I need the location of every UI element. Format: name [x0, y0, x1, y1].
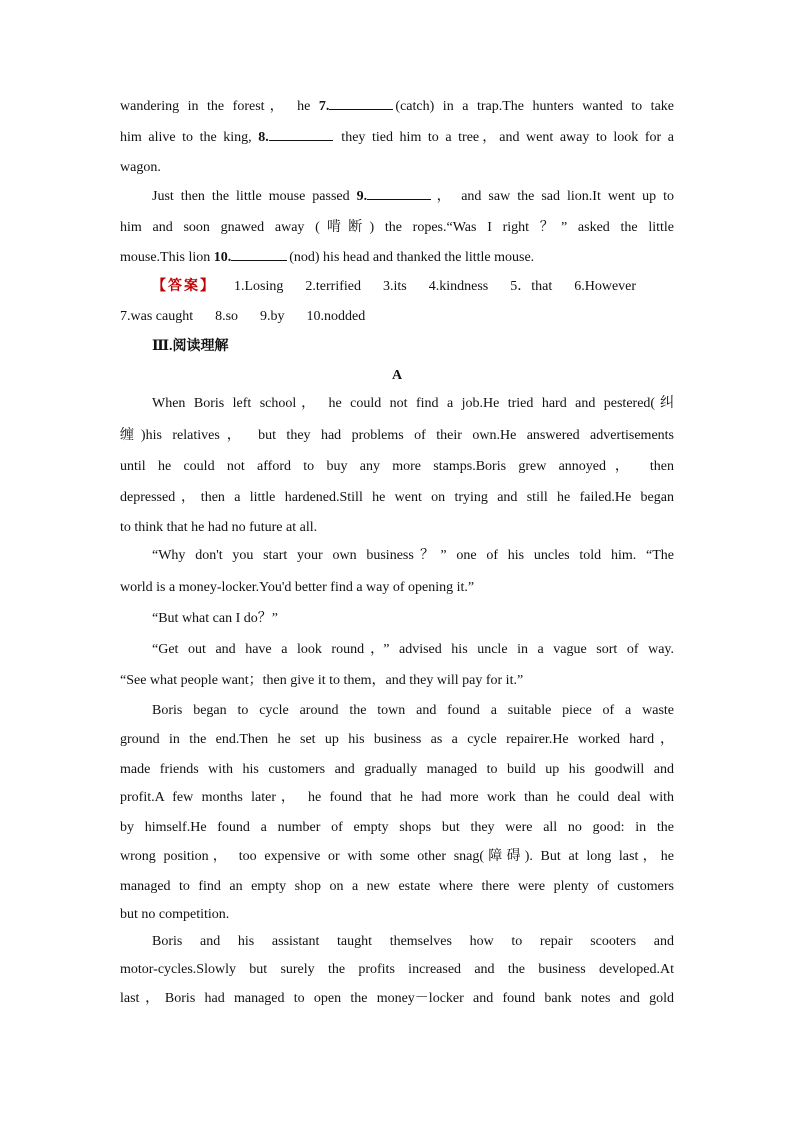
text: ， and saw the sad lion.It went up to	[433, 189, 675, 204]
passage-line: Boris and his assistant taught themselves how to repair scooters and	[152, 934, 674, 949]
answer-item: 7.was caught	[120, 309, 194, 324]
text: (catch) in a trap.The hunters wanted to take	[395, 99, 674, 114]
answer-tag: 【答案】	[152, 279, 216, 294]
answer-item: 5．that	[510, 279, 553, 294]
answer-blank	[367, 187, 431, 200]
section-title: Ⅲ.阅读理解	[152, 339, 229, 354]
cloze-line: wagon.	[120, 160, 161, 175]
question-number: 7.	[318, 99, 330, 114]
answer-item: 3.its	[382, 279, 407, 294]
question-number: 10.	[213, 250, 232, 265]
text: (nod) his head and thanked the little mouse.	[289, 250, 535, 265]
answer-item: 2.terrified	[305, 279, 361, 294]
question-number: 9.	[356, 189, 368, 204]
passage-line: “Get out and have a look round，” advised his uncle in a vague sort of way.	[152, 642, 674, 657]
question-number: 8.	[258, 130, 269, 145]
text: mouse.This lion	[120, 250, 214, 265]
answer-blank	[269, 128, 333, 141]
passage-line: “See what people want；then give it to them，and they will pay for it.”	[120, 673, 524, 688]
passage-line: managed to find an empty shop on a new estate where there were plenty of customers	[120, 879, 674, 894]
answer-blank	[329, 97, 393, 110]
answer-item: 4.kindness	[428, 279, 489, 294]
answer-item: 8.so	[215, 309, 239, 324]
passage-label: A	[391, 368, 403, 383]
passage-line: 缠)his relatives， but they had problems of their own.He answered advertisements	[120, 428, 674, 443]
answer-item: 6.However	[574, 279, 637, 294]
passage-line: world is a money-locker.You'd better find a way of opening it.”	[120, 580, 475, 595]
passage-line: but no competition.	[120, 907, 230, 922]
passage-line: by himself.He found a number of empty shops but they were all no good: in the	[120, 820, 674, 835]
answer-blank	[231, 248, 287, 261]
passage-line: ground in the end.Then he set up his business as a cycle repairer.He worked hard，	[120, 732, 674, 747]
cloze-line	[120, 128, 674, 148]
cloze-line	[152, 187, 674, 207]
passage-line: motor-cycles.Slowly but surely the profits increased and the business developed.At	[120, 962, 674, 977]
passage-line: wrong position， too expensive or with some other snag(障碍). But at long last，he	[120, 849, 674, 864]
passage-line: until he could not afford to buy any more stamps.Boris grew annoyed， then	[120, 459, 674, 474]
text: wandering in the forest， he	[120, 99, 319, 114]
text: they tied him to a tree，and went away to look for a	[334, 130, 674, 145]
cloze-line	[120, 248, 674, 268]
passage-line: Boris began to cycle around the town and found a suitable piece of a waste	[152, 703, 674, 718]
text: him alive to the king,	[120, 130, 259, 145]
cloze-line: him and soon gnawed away (啃断) the ropes.“Was I right ？” asked the little	[120, 220, 674, 235]
answer-key-continued	[120, 307, 674, 327]
passage-line: “Why don't you start your own business？” one of his uncles told him. “The	[152, 548, 674, 563]
passage-line: last，Boris had managed to open the money－locker and found bank notes and gold	[120, 991, 674, 1006]
passage-line: profit.A few months later， he found that he had more work than he could deal with	[120, 790, 674, 805]
text: Just then the little mouse passed	[152, 189, 357, 204]
passage-line: depressed，then a little hardened.Still he went on trying and still he failed.He began	[120, 490, 674, 505]
answer-item: 10.nodded	[306, 309, 366, 324]
answer-key	[152, 277, 674, 297]
cloze-line	[120, 97, 674, 117]
passage-line: to think that he had no future at all.	[120, 520, 318, 535]
passage-line: When Boris left school， he could not find a job.He tried hard and pestered(纠	[152, 396, 674, 411]
answer-item: 9.by	[260, 309, 285, 324]
answer-item: 1.Losing	[234, 279, 284, 294]
passage-line: “But what can I do？”	[152, 611, 278, 626]
passage-line: made friends with his customers and gradually managed to build up his goodwill and	[120, 762, 674, 777]
